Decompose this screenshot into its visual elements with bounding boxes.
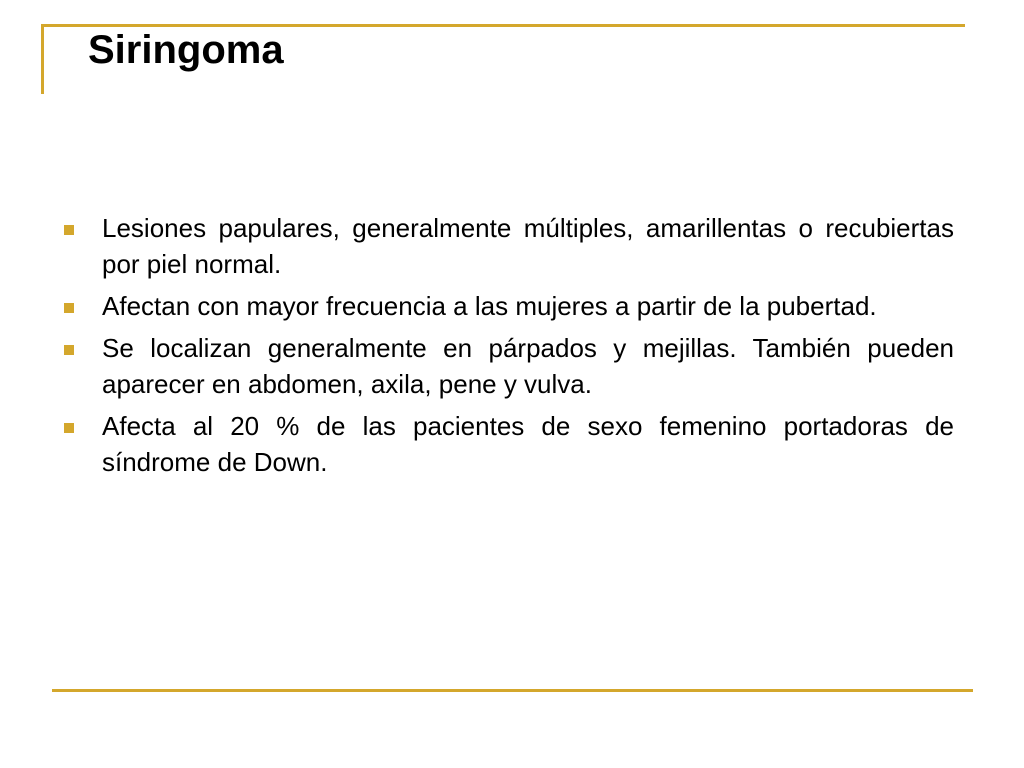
bullet-text: Lesiones papulares, generalmente múltiples, amarillentas o recubiertas por piel normal. xyxy=(102,213,954,279)
frame-bottom-accent-line xyxy=(52,689,973,692)
bullet-list xyxy=(60,210,954,486)
bullet-item xyxy=(60,210,954,282)
bullet-item xyxy=(60,288,954,324)
bullet-text: Se localizan generalmente en párpados y mejillas. También pueden aparecer en abdomen, axila, pene y vulva. xyxy=(102,333,954,399)
bullet-text: Afecta al 20 % de las pacientes de sexo femenino portadoras de síndrome de Down. xyxy=(102,411,954,477)
frame-left-accent-line xyxy=(41,24,44,94)
slide-title: Siringoma xyxy=(88,28,284,72)
square-bullet-icon xyxy=(64,303,74,313)
bullet-item xyxy=(60,330,954,402)
square-bullet-icon xyxy=(64,423,74,433)
bullet-text: Afectan con mayor frecuencia a las mujeres a partir de la pubertad. xyxy=(102,291,877,321)
square-bullet-icon xyxy=(64,225,74,235)
square-bullet-icon xyxy=(64,345,74,355)
bullet-item xyxy=(60,408,954,480)
